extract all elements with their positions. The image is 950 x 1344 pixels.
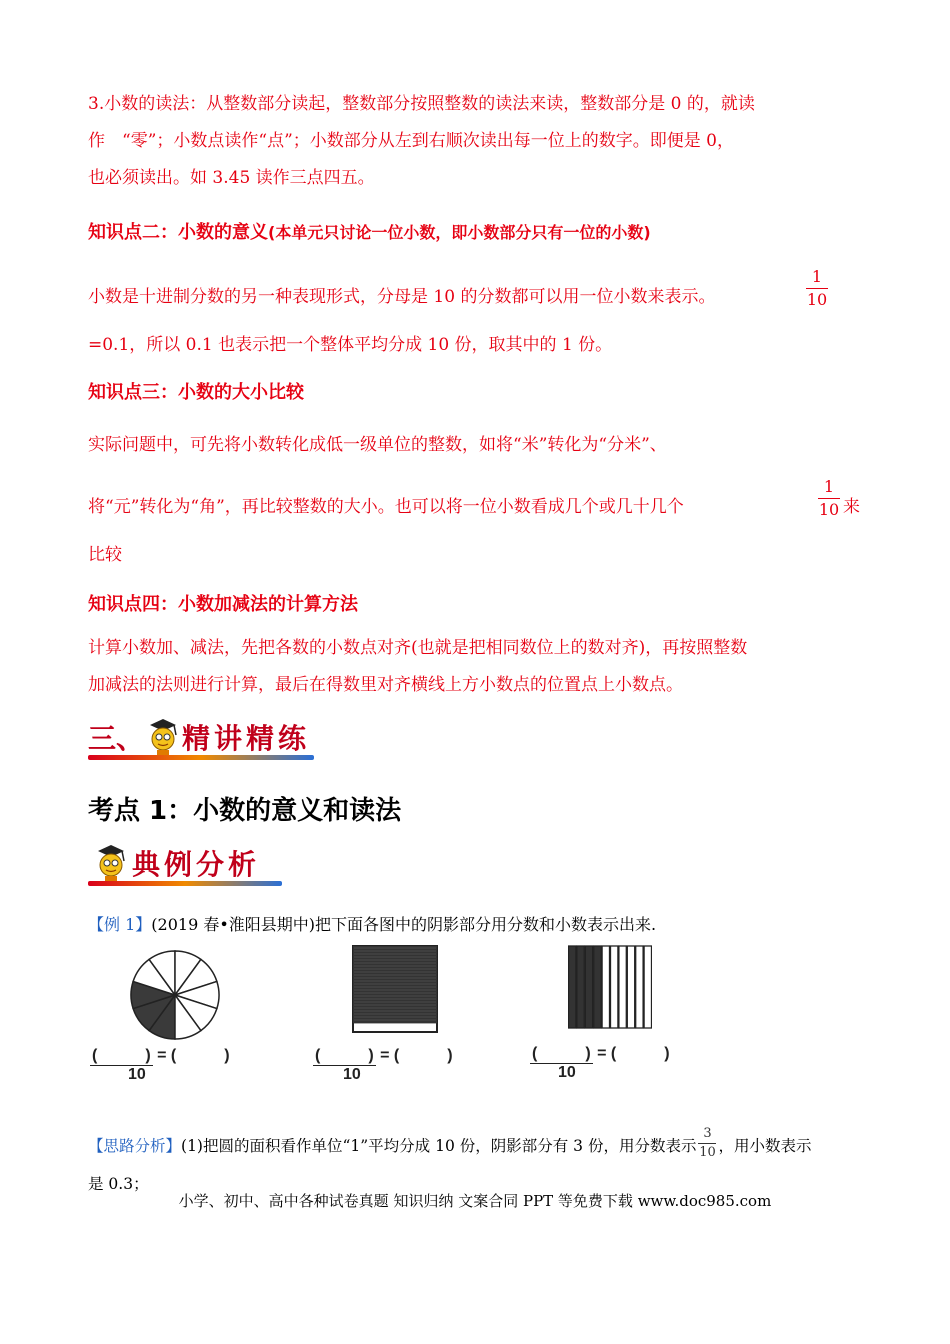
bar-strip <box>644 946 651 1028</box>
kp2-fraction <box>806 268 828 309</box>
footer: 小学、初中、高中各种试卷真题 知识归纳 文案合同 PPT 等免费下载 www.doc985.com <box>178 1192 772 1210</box>
blank-expression-2 <box>313 1042 453 1083</box>
kp4-heading: 知识点四：小数加减法的计算方法 <box>88 594 358 615</box>
expr-3-numerator: ( ) <box>530 1040 593 1064</box>
scholar-mascot-icon <box>94 843 128 883</box>
kp3-line-1: 实际问题中，可先将小数转化成低一级单位的整数，如将“米”转化为“分米”、 <box>88 435 667 455</box>
banner-text: 精讲精练 <box>182 722 311 755</box>
expr-1-numerator: ( ) <box>90 1042 153 1066</box>
bar-strip <box>636 946 643 1028</box>
section-banner-examples <box>88 840 282 886</box>
bar-strip-shaded <box>577 946 584 1028</box>
banner-prefix: 三、 <box>88 722 145 755</box>
bar-strip <box>602 946 609 1028</box>
reading-line-1: 3.小数的读法：从整数部分读起，整数部分按照整数的读法来读，整数部分是 0 的，就读 <box>88 94 755 114</box>
topic-heading: 考点 1：小数的意义和读法 <box>88 796 402 826</box>
section-banner-practice <box>88 714 314 760</box>
kp3-fraction <box>818 478 840 519</box>
kp3-line-2 <box>88 492 684 517</box>
analysis-frac-numerator: 3 <box>703 1126 712 1141</box>
example-text: (2019 春•淮阳县期中)把下面各图中的阴影部分用分数和小数表示出来. <box>151 915 657 934</box>
kp2-line-2: =0.1，所以 0.1 也表示把一个整体平均分成 10 份，取其中的 1 份。 <box>88 335 613 355</box>
square-figure <box>352 945 438 1033</box>
kp4-line-2: 加减法的法则进行计算，最后在得数里对齐横线上方小数点的位置点上小数点。 <box>88 675 683 695</box>
bar-strip <box>619 946 626 1028</box>
example-label: 【例 1】 <box>88 915 152 934</box>
square-shaded-area <box>353 946 437 1023</box>
expr-2-denominator: 10 <box>343 1066 361 1083</box>
kp2-title: 知识点二：小数的意义 <box>88 222 268 243</box>
reading-line-3: 也必须读出。如 3.45 读作三点四五。 <box>88 168 375 188</box>
kp3-frac-numerator: 1 <box>823 477 835 496</box>
expr-2-equals: = ( ) <box>380 1047 453 1064</box>
banner2-text: 典例分析 <box>132 848 261 881</box>
kp4-body <box>88 630 868 704</box>
bar-strip-shaded <box>585 946 592 1028</box>
kp4-line-1: 计算小数加、减法，先把各数的小数点对齐(也就是把相同数位上的数对齐)，再按照整数 <box>88 638 748 658</box>
pie-figure <box>128 948 222 1042</box>
kp3-line-2-text: 将“元”转化为“角”，再比较整数的大小。也可以将一位小数看成几个或几十几个 <box>88 497 684 517</box>
expr-3-equals: = ( ) <box>597 1045 670 1062</box>
blank-expression-3 <box>530 1040 670 1081</box>
analysis-label: 【思路分析】 <box>88 1137 182 1155</box>
scholar-mascot-icon <box>146 717 180 757</box>
kp2-note: (本单元只讨论一位小数，即小数部分只有一位的小数) <box>268 223 651 242</box>
kp2-frac-numerator: 1 <box>811 267 823 286</box>
reading-line-2: 作 “零”；小数点读作“点”；小数部分从左到右顺次读出每一位上的数字。即便是 0， <box>88 131 734 151</box>
kp2-line-1: 小数是十进制分数的另一种表现形式，分母是 10 的分数都可以用一位小数来表示。 <box>88 287 716 307</box>
expr-1-equals: = ( ) <box>157 1047 230 1064</box>
example-1 <box>88 912 656 935</box>
bar-strip <box>611 946 618 1028</box>
kp3-heading: 知识点三：小数的大小比较 <box>88 382 304 403</box>
expr-1-denominator: 10 <box>128 1066 146 1083</box>
kp3-line-2-tail: 来 <box>843 497 860 517</box>
analysis-text: (1)把圆的面积看作单位“1”平均分成 10 份，阴影部分有 3 份，用分数表示 <box>181 1137 697 1155</box>
kp2-heading <box>88 218 651 244</box>
bar-strip-shaded <box>569 946 576 1028</box>
analysis-line-1 <box>88 1128 868 1174</box>
kp3-frac-denominator: 10 <box>818 500 840 519</box>
analysis-frac-denominator: 10 <box>699 1145 716 1160</box>
bars-figure <box>568 945 652 1029</box>
bar-strip <box>627 946 634 1028</box>
expr-3-denominator: 10 <box>558 1064 576 1081</box>
blank-expression-1 <box>90 1042 230 1083</box>
reading-rules <box>88 86 868 197</box>
analysis-tail: ，用小数表示 <box>718 1137 812 1155</box>
analysis-line-2: 是 0.3； <box>88 1175 149 1193</box>
analysis-fraction <box>698 1127 716 1160</box>
kp2-frac-denominator: 10 <box>806 290 828 309</box>
expr-2-numerator: ( ) <box>313 1042 376 1066</box>
bar-strip-shaded <box>594 946 601 1028</box>
kp3-line-3: 比较 <box>88 545 122 565</box>
